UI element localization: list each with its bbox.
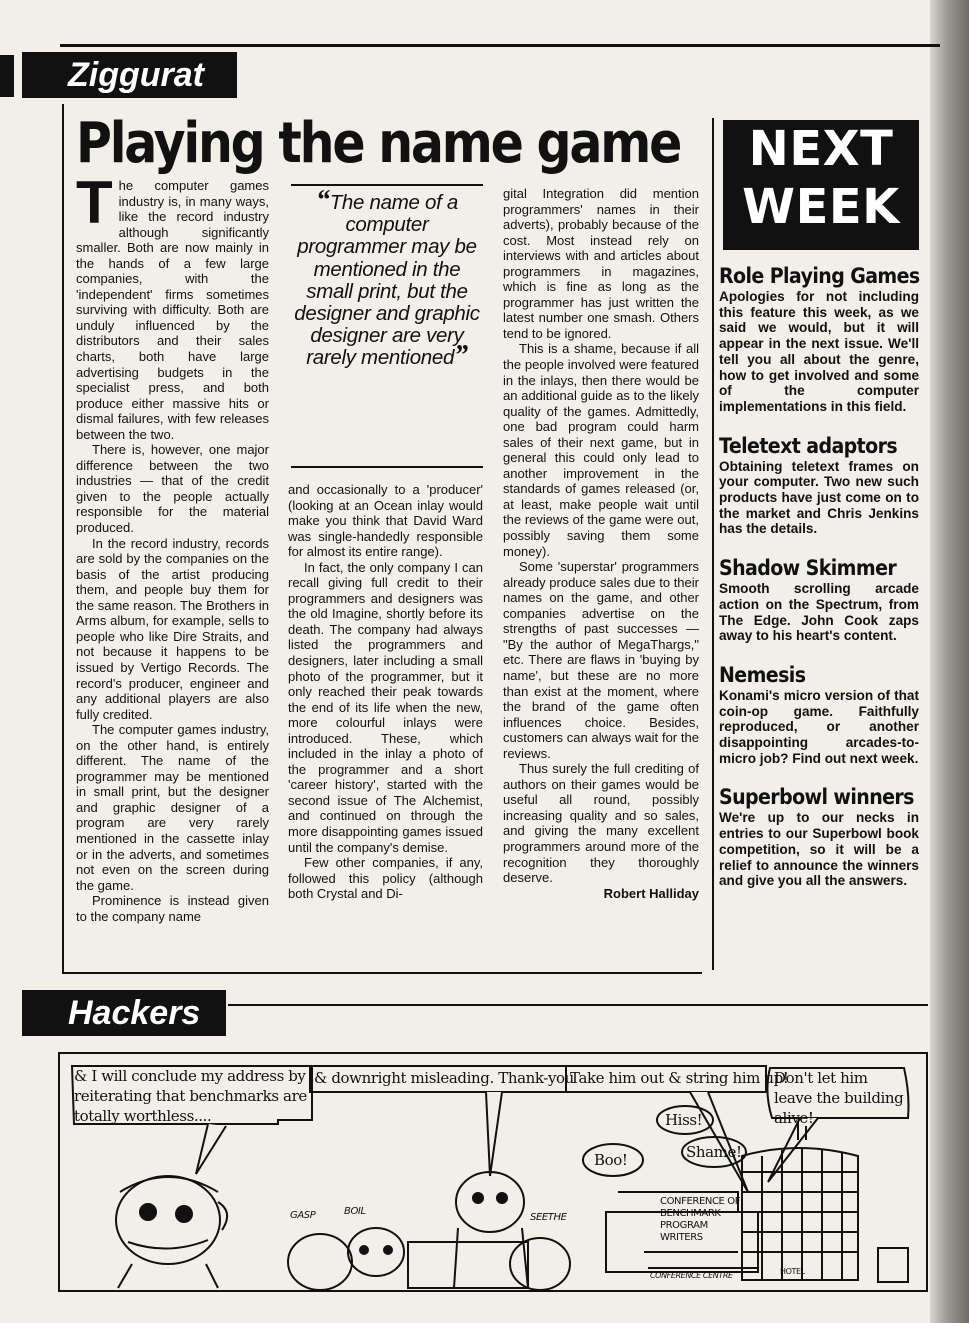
- section-label-ziggurat: Ziggurat: [22, 52, 237, 98]
- page-edge-shadow: [930, 0, 969, 1323]
- speaker-figure: [116, 1176, 227, 1288]
- sign-text: CONFERENCE OF BENCHMARK PROGRAM WRITERS: [660, 1196, 741, 1243]
- col1-para-4: The computer games industry, on the other hand, is entirely different. The name of the programmer may be mentioned in small print, but the designer and graphic designer of a program are very rarely mentioned in the cassette inlay or in the adverts, and sometimes not even on the screen during the game.: [76, 722, 269, 893]
- pullquote: “The name of a computer programmer may be mentioned in the small print, but the designer and graphic designer are very rarely mentioned”: [294, 185, 480, 372]
- bubble-text: Shame!: [686, 1143, 742, 1161]
- bubble-text: Boo!: [594, 1151, 628, 1169]
- sidebar-rule: [712, 118, 714, 970]
- pullquote-bottom-rule: [291, 466, 483, 468]
- col1-para-3: In the record industry, records are sold by the companies on the basis of the artist producing them, and people buy them for the same reason. The Brothers in Arms album, for example, sells to people who like Dire Straits, and not because it happens to be issued by Vertigo Records. The record's producer, engineer and any additional players are also fully credited.: [76, 535, 269, 722]
- section-label-hackers: Hackers: [22, 990, 226, 1036]
- col3-para-2: This is a shame, because if all the people involved were featured in the inlays, then there would be an additional guide as to the likely quality of the games. Admittedly, one bad program could harm sales of their next game, but in general this could only lead to another improvement in the standards of games released (or, at least, make people wait until the reviews of the game were out, possibly saving them some money).: [503, 341, 699, 559]
- next-week-item-text: Apologies for not including this feature this week, as we said we would, but it will appear in the next issue. We'll tell you all about the genre, how to get involved and some of the computer implementations in this field.: [719, 289, 919, 414]
- col3-para-3: Some 'superstar' programmers already produce sales due to their names on the game, and other companies advertise on the strengths of past successes — "By the author of MegaThargs," etc. There are flaws in 'buying by name', but these are no more than exist at the moment, where the brand of the game often influences choice. Besides, customers can always wait for the reviews.: [503, 559, 699, 761]
- next-week-item-text: Obtaining teletext frames on your computer. Two new such products have just come on to the market and Chris Jenkins has the details.: [719, 458, 919, 537]
- article-column-3: [503, 186, 699, 901]
- next-week-item-text: Konami's micro version of that coin-op game. Faithfully reproduced, or another disappointing arcades-to-micro job? Find out next week.: [719, 687, 919, 766]
- next-week-list: [719, 262, 919, 906]
- next-week-item: [719, 554, 919, 644]
- next-week-heading: NEXT WEEK: [723, 120, 919, 250]
- next-week-item: [719, 783, 919, 889]
- article-column-1: [76, 169, 269, 924]
- sign-text: HOTEL: [780, 1267, 805, 1276]
- next-week-item-title: Superbowl winners: [719, 785, 914, 810]
- next-week-item: [719, 661, 919, 767]
- sfx-text: SEETHE: [530, 1212, 567, 1223]
- byline: Robert Halliday: [603, 885, 699, 901]
- col3-para-1: gital Integration did mention programmers' names in their adverts), probably because of the cost. Most instead rely on interviews with and articles about programmers in magazines, which is fine as long as the programmer has just written the latest number one smash. Others tend to be ignored.: [503, 186, 699, 341]
- article-left-rule: [62, 104, 64, 972]
- article-headline: Playing the name game: [76, 110, 681, 176]
- small-building: [878, 1248, 908, 1282]
- article-bottom-rule: [62, 972, 702, 974]
- hackers-rule: [228, 1004, 928, 1006]
- sfx-text: GASP: [290, 1210, 316, 1221]
- margin-tick: [0, 55, 14, 97]
- col1-para-1: he computer games industry is, in many ways, like the record industry although significantly smaller. Both are now mainly in the hands of a few large companies, with the 'independent' firms sometimes surviving with difficulty. Both are unduly influenced by the distributors and their sales charts, both have large advertising budgets in the specialist press, and both produce either massive hits or dismal failures, with few releases between the two.: [76, 178, 269, 442]
- next-week-item: [719, 262, 919, 415]
- col2-para-1: and occasionally to a 'producer' (looking at an Ocean inlay would make you think that David Ward was single-handedly responsible for almost its entire range).: [288, 482, 483, 560]
- next-week-item-title: Teletext adaptors: [719, 433, 898, 459]
- col1-para-5: Prominence is instead given to the company name: [76, 893, 269, 924]
- sfx-text: BOIL: [344, 1206, 366, 1217]
- top-rule: [60, 44, 940, 47]
- next-week-item-text: Smooth scrolling arcade action on the Spectrum, from The Edge. John Cook zaps away to his heart's content.: [719, 581, 919, 644]
- hotel-building: [742, 1122, 858, 1280]
- drop-cap: T: [76, 169, 113, 236]
- next-week-item: [719, 432, 919, 538]
- article-column-2: [288, 482, 483, 902]
- next-week-item-title: Role Playing Games: [719, 264, 920, 289]
- col2-para-3: Few other companies, if any, followed this policy (although both Crystal and Di-: [288, 855, 483, 902]
- bubble-text: Hiss!: [665, 1111, 703, 1129]
- bubble-text: Don't let him leave the building alive!: [774, 1069, 904, 1127]
- sign-text: CONFERENCE CENTRE: [650, 1271, 733, 1280]
- next-week-item-title: Nemesis: [719, 663, 806, 688]
- bubble-text: & downright misleading. Thank-you: [314, 1069, 574, 1087]
- col3-para-4: Thus surely the full crediting of authors on their games would be useful all round, possibly increasing quality and so sales, and giving the many excellent programmers around more of the recognition they thoroughly deserve.: [503, 761, 699, 886]
- col2-para-2: In fact, the only company I can recall giving full credit to their programmers and designers was the old Imagine, shortly before its death. The company had always listed the programmers and designers, later including a small photo of the programmer, but it only reached their peak towards the end of its life when the new, more colourful inlays were introduced. These, which included in the inlay a photo of the programmer and a short 'career history', started with the second issue of The Alchemist, and continued on through the more disappointing games issued until the company's demise.: [288, 559, 483, 855]
- pullquote-text: The name of a computer programmer may be mentioned in the small print, but the designer and graphic designer are very rarely mentioned: [294, 191, 480, 370]
- col1-para-2: There is, however, one major difference between the two industries — that of the credit given to the people actually responsible for the material produced.: [76, 442, 269, 536]
- bubble-text: Take him out & string him up!: [570, 1069, 789, 1087]
- next-week-item-text: We're up to our necks in entries to our Superbowl book competition, so it will be a relief to announce the winners and give you all the answers.: [719, 810, 919, 889]
- next-week-item-title: Shadow Skimmer: [719, 556, 897, 581]
- bubble-text: & I will conclude my address by reiterating that benchmarks are totally worthless....: [74, 1067, 307, 1125]
